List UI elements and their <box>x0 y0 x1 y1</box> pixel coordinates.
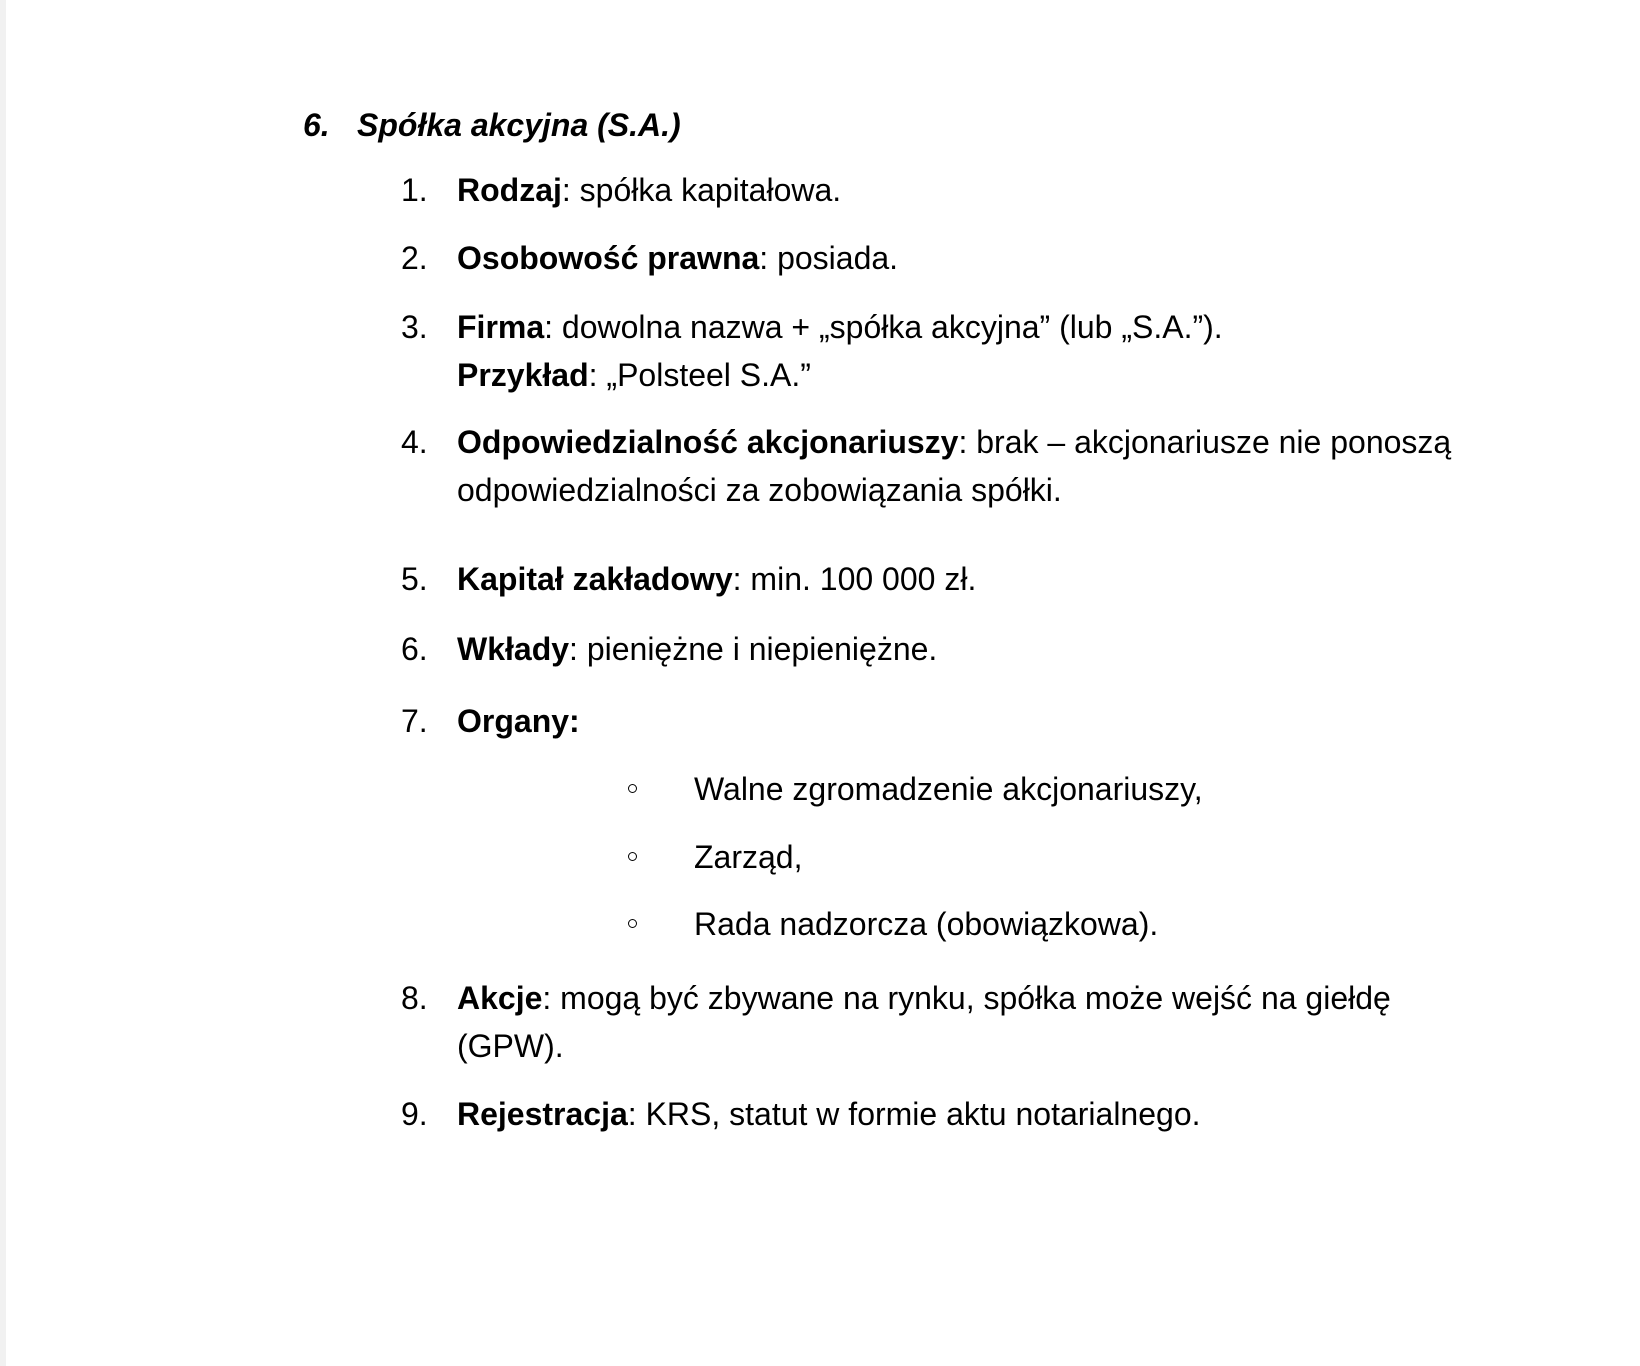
item-text: : brak – akcjonariusze nie ponoszą odpowiedzialności za zobowiązania spółki. <box>457 424 1452 508</box>
item-number: 9. <box>401 1096 428 1132</box>
list-item <box>401 234 1481 282</box>
section-heading <box>303 103 681 147</box>
list-item <box>401 1090 1481 1138</box>
item-text: : spółka kapitałowa. <box>561 172 842 208</box>
document-page <box>6 0 1640 1366</box>
item-number: 2. <box>401 240 428 276</box>
example-label: Przykład <box>457 357 589 393</box>
circle-bullet-icon <box>628 852 637 861</box>
item-text: : pieniężne i niepieniężne. <box>569 631 938 667</box>
item-label: Akcje <box>457 980 543 1016</box>
sublist-item-text: Walne zgromadzenie akcjonariuszy, <box>694 771 1203 807</box>
item-label: Rodzaj <box>457 172 562 208</box>
sublist-item-text: Zarząd, <box>694 839 803 875</box>
list-item <box>401 555 1481 603</box>
list-item <box>401 166 1481 214</box>
item-number: 4. <box>401 424 428 460</box>
circle-bullet-icon <box>628 919 637 928</box>
item-label: Odpowiedzialność akcjonariuszy <box>457 424 959 460</box>
item-label: Rejestracja <box>457 1096 628 1132</box>
item-label: Organy: <box>457 703 580 739</box>
section-number: 6. <box>303 107 330 143</box>
item-number: 5. <box>401 561 428 597</box>
item-number: 1. <box>401 172 428 208</box>
item-text: : posiada. <box>759 240 899 276</box>
section-title: Spółka akcyjna (S.A.) <box>357 107 681 143</box>
sublist-item-text: Rada nadzorcza (obowiązkowa). <box>694 906 1159 942</box>
item-text: : min. 100 000 zł. <box>732 561 977 597</box>
item-number: 8. <box>401 980 428 1016</box>
list-item <box>401 303 1481 399</box>
list-item <box>401 697 1481 745</box>
list-item <box>401 974 1481 1070</box>
item-label: Wkłady <box>457 631 570 667</box>
item-label: Osobowość prawna <box>457 240 760 276</box>
item-number: 7. <box>401 703 428 739</box>
item-text: : dowolna nazwa + „spółka akcyjna” (lub „S.A.”). <box>544 309 1223 345</box>
circle-bullet-icon <box>628 784 637 793</box>
item-number: 3. <box>401 309 428 345</box>
item-label: Firma <box>457 309 545 345</box>
example-text: : „Polsteel S.A.” <box>588 357 811 393</box>
item-text: : KRS, statut w formie aktu notarialnego. <box>627 1096 1201 1132</box>
list-item <box>401 625 1481 673</box>
item-text: : mogą być zbywane na rynku, spółka może wejść na giełdę (GPW). <box>457 980 1391 1064</box>
item-label: Kapitał zakładowy <box>457 561 733 597</box>
list-item <box>401 418 1481 514</box>
item-number: 6. <box>401 631 428 667</box>
